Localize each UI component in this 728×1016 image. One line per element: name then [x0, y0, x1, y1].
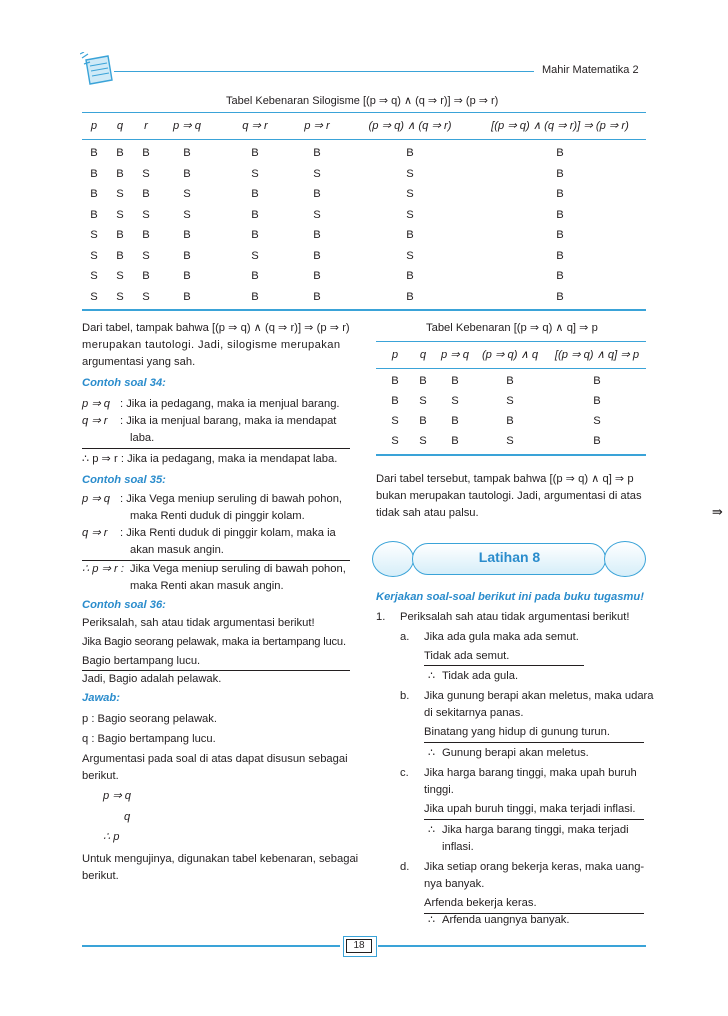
item-a-premise: Jika ada gula maka ada semut.: [424, 631, 579, 643]
ex36-line: Jika Bagio seorang pelawak, maka ia bertampang lucu.: [82, 636, 346, 648]
table1-cell: S: [313, 167, 321, 180]
ex34-text2: : Jika ia menjual barang, maka ia mendapat: [120, 415, 337, 427]
ex35-conclusion: Jika Vega meniup seruling di bawah pohon,: [130, 563, 346, 575]
table2-header-cell: p ⇒ q: [440, 349, 470, 361]
table2-bottom-rule: [376, 454, 646, 456]
banner-right-ornament: [604, 541, 646, 577]
table1-header-cell: r: [144, 120, 148, 132]
table1-header-cell: p: [90, 120, 98, 132]
table1-cell: B: [183, 270, 191, 282]
table1-cell: S: [142, 208, 150, 221]
ex36-arg: Argumentasi pada soal di atas dapat disusun sebagai: [82, 753, 348, 765]
table1-cell: B: [142, 188, 150, 200]
item-d-premise: nya banyak.: [424, 878, 485, 890]
table1-cell: B: [313, 249, 321, 262]
page-number-box: [343, 936, 377, 957]
table1-cell: B: [142, 270, 150, 282]
side-arrow-icon: ⇛: [712, 505, 723, 520]
table1-row: [82, 164, 646, 185]
banner-left-ornament: [372, 541, 414, 577]
therefore-symbol: ∴: [428, 914, 436, 926]
ex35-conclusion-cont: maka Renti akan masuk angin.: [130, 580, 284, 592]
ex36-q-def: q : Bagio bertampang lucu.: [82, 733, 216, 745]
table1-header-cell: q: [116, 120, 124, 132]
table1-cell: S: [90, 270, 98, 282]
table2-row: [376, 431, 646, 452]
table1-cell: B: [183, 249, 191, 262]
table1-row: [82, 287, 646, 308]
table1-row: [82, 266, 646, 287]
table2-row: [376, 411, 646, 432]
ex36-form: q: [124, 811, 131, 823]
table1-cell: B: [556, 249, 564, 262]
table1-header-cell: (p ⇒ q) ∧ (q ⇒ r): [368, 120, 452, 132]
table2-cell: B: [451, 375, 459, 387]
table1-cell: B: [556, 167, 564, 180]
table1-header-cell: p ⇒ q: [172, 120, 202, 132]
item-d-conclusion: Arfenda uangnya banyak.: [442, 914, 570, 926]
table1-cell: S: [406, 208, 414, 221]
item-a-premise: Tidak ada semut.: [424, 650, 510, 662]
question-text: Periksalah sah atau tidak argumentasi berikut!: [400, 611, 630, 623]
item-a-rule: [424, 665, 584, 666]
ex35-title: Contoh soal 35:: [82, 474, 166, 486]
table1-header-cell: p ⇒ r: [304, 120, 330, 132]
table1-cell: B: [90, 188, 98, 200]
table2-cell: B: [506, 415, 514, 427]
table1-cell: B: [116, 249, 124, 262]
item-c-conclusion-cont: inflasi.: [442, 841, 474, 853]
intro-line: argumentasi yang sah.: [82, 356, 196, 368]
table1-cell: B: [116, 229, 124, 241]
table2-header-cell: [(p ⇒ q) ∧ q] ⇒ p: [554, 349, 640, 361]
table2-cell: S: [451, 395, 459, 407]
ex36-line: Bagio bertampang lucu.: [82, 655, 201, 667]
item-c-label: c.: [400, 767, 409, 779]
table2-cell: S: [419, 435, 427, 447]
header-title: Mahir Matematika 2: [542, 64, 639, 76]
header-rule: [114, 71, 534, 72]
table1-cell: B: [556, 229, 564, 241]
table1-cell: S: [251, 167, 259, 180]
ex35-text2: : Jika Renti duduk di pinggir kolam, maka ia: [120, 527, 336, 539]
table1-cell: S: [183, 208, 191, 221]
table1-cell: S: [116, 290, 124, 303]
item-b-premise: Jika gunung berapi akan meletus, maka udara: [424, 690, 654, 702]
table1-cell: B: [183, 147, 191, 159]
table1-cell: S: [406, 167, 414, 180]
table1-cell: S: [116, 208, 124, 221]
item-b-rule: [424, 742, 644, 743]
table1-row: [82, 184, 646, 205]
table2-cell: B: [419, 375, 427, 387]
table1-cell: B: [406, 290, 414, 303]
table1-cell: B: [142, 229, 150, 241]
table1-cell: B: [251, 270, 259, 282]
table2-cell: B: [391, 375, 399, 387]
table1-cell: B: [313, 188, 321, 200]
table2-cell: S: [391, 415, 399, 427]
table2-cell: B: [593, 375, 601, 387]
table2-cell: S: [419, 395, 427, 407]
ex34-title: Contoh soal 34:: [82, 377, 166, 389]
table1-row: [82, 246, 646, 267]
table1-row: [82, 205, 646, 226]
therefore-symbol: ∴: [428, 747, 436, 759]
table1-cell: B: [313, 290, 321, 303]
table1-cell: B: [183, 229, 191, 241]
table1-cell: S: [313, 208, 321, 221]
table1-cell: S: [90, 229, 98, 241]
question-number: 1.: [376, 611, 386, 623]
ex34-sym1: p ⇒ q: [82, 398, 111, 410]
ex35-text1-cont: maka Renti duduk di pinggir kolam.: [130, 510, 305, 522]
table2-cell: B: [506, 375, 514, 387]
table1-cell: B: [90, 167, 98, 180]
item-c-conclusion: Jika harga barang tinggi, maka terjadi: [442, 824, 629, 836]
table2-cell: S: [506, 395, 514, 407]
ex36-form: p ⇒ q: [103, 790, 132, 802]
ex35-sym1: p ⇒ q: [82, 493, 111, 505]
item-c-premise: Jika harga barang tinggi, maka upah buruh: [424, 767, 637, 779]
ex36-form: ∴ p: [103, 831, 120, 843]
table1-cell: S: [90, 249, 98, 262]
ex34-sym2: q ⇒ r: [82, 415, 108, 427]
table1-cell: B: [251, 290, 259, 303]
table2-cell: B: [451, 415, 459, 427]
latihan-title: Latihan 8: [478, 549, 541, 565]
ex36-p-def: p : Bagio seorang pelawak.: [82, 713, 217, 725]
table2-after: bukan merupakan tautologi. Jadi, argumentasi di atas: [376, 490, 642, 502]
table1-cell: S: [90, 290, 98, 303]
ex35-sym2: q ⇒ r: [82, 527, 108, 539]
item-d-premise: Jika setiap orang bekerja keras, maka uang-: [424, 861, 645, 873]
intro-line: Dari tabel, tampak bahwa [(p ⇒ q) ∧ (q ⇒ r)] ⇒ (p ⇒ r): [82, 322, 350, 334]
table2-after: Dari tabel tersebut, tampak bahwa [(p ⇒ q) ∧ q] ⇒ p: [376, 473, 634, 485]
item-a-conclusion: Tidak ada gula.: [442, 670, 519, 682]
table1-cell: S: [406, 188, 414, 200]
table2-row: [376, 371, 646, 392]
table1-cell: B: [183, 167, 191, 180]
table1-cell: B: [251, 147, 259, 159]
item-d-premise: Arfenda bekerja keras.: [424, 897, 537, 909]
table1-cell: B: [556, 147, 564, 159]
table1-cell: B: [556, 188, 564, 200]
table2-after: tidak sah atau palsu.: [376, 507, 479, 519]
table1-cell: B: [313, 229, 321, 241]
ex35-text2-cont: akan masuk angin.: [130, 544, 224, 556]
intro-line: merupakan tautologi. Jadi, silogisme merupakan: [82, 339, 341, 351]
ex36-test: Untuk mengujinya, digunakan tabel kebenaran, sebagai: [82, 853, 359, 865]
table1-cell: B: [556, 270, 564, 282]
table2-cell: B: [593, 395, 601, 407]
table1-row: [82, 225, 646, 246]
table2-cell: B: [391, 395, 399, 407]
table2-header-cell: p: [391, 349, 399, 361]
table1-row: [82, 143, 646, 164]
table1-cell: B: [556, 208, 564, 221]
ex36-title: Contoh soal 36:: [82, 599, 166, 611]
ex34-rule: [82, 448, 350, 449]
table2-cell: S: [506, 435, 514, 447]
page-number: 18: [346, 939, 372, 953]
table1-cell: B: [313, 147, 321, 159]
table2-cell: B: [419, 415, 427, 427]
ex36-conclusion: Jadi, Bagio adalah pelawak.: [82, 673, 222, 685]
ex36-arg: berikut.: [82, 770, 119, 782]
table1-cell: B: [406, 270, 414, 282]
ex36-test: berikut.: [82, 870, 119, 882]
item-c-rule: [424, 819, 644, 820]
latihan-instruction: Kerjakan soal-soal berikut ini pada buku tugasmu!: [376, 591, 644, 603]
latihan-banner: [372, 539, 644, 579]
table1-cell: S: [406, 249, 414, 262]
table1-cell: B: [90, 147, 98, 159]
table1-cell: S: [142, 249, 150, 262]
table2-row: [376, 391, 646, 412]
footer-rule-right: [378, 945, 646, 947]
table1-cell: B: [556, 290, 564, 303]
table1-cell: B: [116, 147, 124, 159]
item-b-premise: di sekitarnya panas.: [424, 707, 524, 719]
table2-header-cell: (p ⇒ q) ∧ q: [481, 349, 539, 361]
table2-cell: B: [593, 435, 601, 447]
table1-cell: B: [142, 147, 150, 159]
table1-cell: B: [406, 147, 414, 159]
table2-header-cell: q: [419, 349, 427, 361]
table1-cell: S: [116, 270, 124, 282]
ex35-text1: : Jika Vega meniup seruling di bawah pohon,: [120, 493, 343, 505]
table1-cell: S: [142, 290, 150, 303]
table1-cell: B: [90, 208, 98, 221]
table2-cell: S: [391, 435, 399, 447]
table1-header: [82, 112, 646, 140]
table1-cell: S: [251, 249, 259, 262]
ex36-jawab: Jawab:: [82, 692, 120, 704]
item-b-label: b.: [400, 690, 410, 702]
item-d-label: d.: [400, 861, 410, 873]
table1-cell: B: [251, 188, 259, 200]
table1-bottom-rule: [82, 309, 646, 311]
table2-header: [376, 341, 646, 369]
table1-cell: B: [251, 229, 259, 241]
table1-header-cell: q ⇒ r: [242, 120, 268, 132]
table1-caption: Tabel Kebenaran Silogisme [(p ⇒ q) ∧ (q ⇒ r)] ⇒ (p ⇒ r): [226, 95, 499, 107]
item-b-conclusion: Gunung berapi akan meletus.: [442, 747, 589, 759]
ex34-text1: : Jika ia pedagang, maka ia menjual barang.: [120, 398, 340, 410]
item-b-premise: Binatang yang hidup di gunung turun.: [424, 726, 610, 738]
table1-header-cell: [(p ⇒ q) ∧ (q ⇒ r)] ⇒ (p ⇒ r): [491, 120, 629, 132]
item-c-premise: Jika upah buruh tinggi, maka terjadi inflasi.: [424, 803, 636, 815]
therefore-symbol: ∴: [428, 670, 436, 682]
table1-cell: B: [183, 290, 191, 303]
table2-cell: B: [451, 435, 459, 447]
item-c-premise: tinggi.: [424, 784, 454, 796]
item-a-label: a.: [400, 631, 410, 643]
table1-cell: S: [183, 188, 191, 200]
ex36-line: Periksalah, sah atau tidak argumentasi berikut!: [82, 617, 315, 629]
table1-cell: S: [116, 188, 124, 200]
table1-cell: B: [116, 167, 124, 180]
footer-rule-left: [82, 945, 340, 947]
ex34-text2-cont: laba.: [130, 432, 155, 444]
table1-cell: S: [142, 167, 150, 180]
table1-cell: B: [313, 270, 321, 282]
ex35-conclusion-sym: ∴ p ⇒ r :: [82, 563, 124, 575]
table1-cell: B: [406, 229, 414, 241]
table1-cell: B: [251, 208, 259, 221]
ex34-conclusion: ∴ p ⇒ r : Jika ia pedagang, maka ia mendapat laba.: [82, 453, 338, 465]
notepad-icon: [80, 52, 116, 86]
table2-caption: Tabel Kebenaran [(p ⇒ q) ∧ q] ⇒ p: [426, 322, 598, 334]
table2-cell: S: [593, 415, 601, 427]
therefore-symbol: ∴: [428, 824, 436, 836]
